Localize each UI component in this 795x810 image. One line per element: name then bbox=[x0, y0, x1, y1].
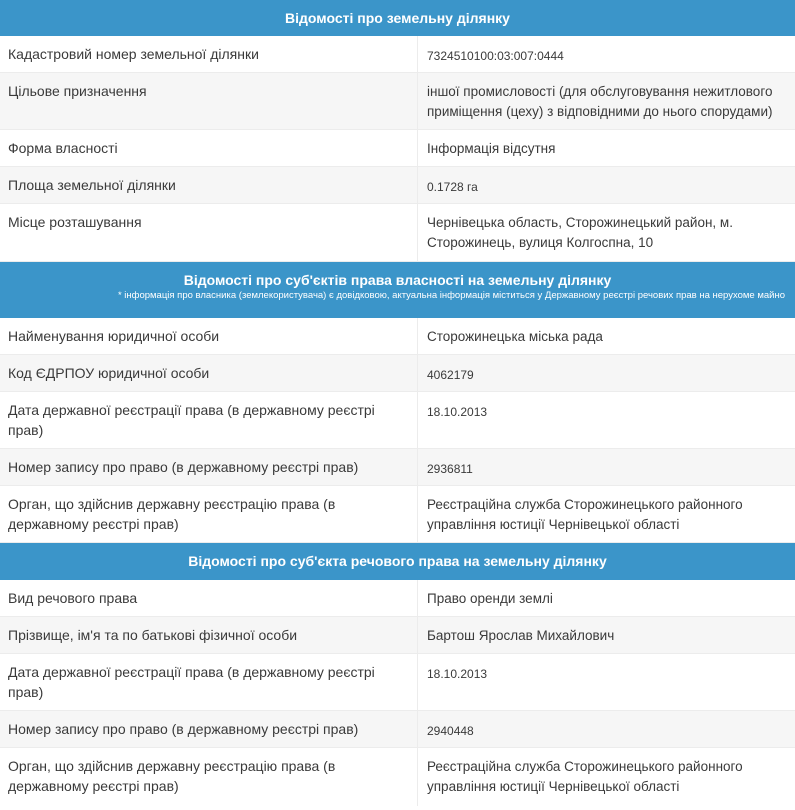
row-value: 0.1728 га bbox=[427, 180, 478, 194]
row-value: 18.10.2013 bbox=[427, 667, 488, 681]
row-label: Орган, що здійснив державну реєстрацію права (в державному реєстрі прав) bbox=[0, 748, 418, 806]
table-row bbox=[0, 204, 795, 262]
land-section-title: Відомості про земельну ділянку bbox=[285, 10, 510, 26]
row-label: Місце розташування bbox=[0, 204, 418, 261]
row-value: 18.10.2013 bbox=[427, 405, 488, 419]
table-row bbox=[0, 318, 795, 355]
table-row bbox=[0, 580, 795, 617]
row-value: 7324510100:03:007:0444 bbox=[427, 49, 564, 63]
row-label: Дата державної реєстрації права (в державному реєстрі прав) bbox=[0, 654, 418, 710]
table-row bbox=[0, 617, 795, 654]
row-value: Інформація відсутня bbox=[427, 141, 556, 156]
table-row bbox=[0, 355, 795, 392]
owner-section-header bbox=[0, 262, 795, 318]
row-label: Номер запису про право (в державному реєстрі прав) bbox=[0, 449, 418, 485]
row-label: Форма власності bbox=[0, 130, 418, 166]
row-value: Реєстраційна служба Сторожинецького районного управління юстиції Чернівецької області bbox=[427, 497, 743, 532]
row-value: 4062179 bbox=[427, 368, 474, 382]
table-row bbox=[0, 392, 795, 449]
land-section-header bbox=[0, 0, 795, 36]
table-row bbox=[0, 167, 795, 204]
table-row bbox=[0, 711, 795, 748]
table-row bbox=[0, 748, 795, 806]
row-label: Кадастровий номер земельної ділянки bbox=[0, 36, 418, 72]
table-row bbox=[0, 449, 795, 486]
table-row bbox=[0, 73, 795, 130]
table-row bbox=[0, 654, 795, 711]
row-label: Номер запису про право (в державному реєстрі прав) bbox=[0, 711, 418, 747]
row-label: Найменування юридичної особи bbox=[0, 318, 418, 354]
owner-section-note: * інформація про власника (землекористувача) є довідковою, актуальна інформація міститься у Державному реєстрі речових прав на нерухоме майно bbox=[117, 290, 785, 301]
row-label: Прізвище, ім'я та по батькові фізичної особи bbox=[0, 617, 418, 653]
row-value: Право оренди землі bbox=[427, 591, 553, 606]
tenant-section-title: Відомості про суб'єкта речового права на земельну ділянку bbox=[188, 553, 607, 569]
row-label: Цільове призначення bbox=[0, 73, 418, 129]
row-label: Вид речового права bbox=[0, 580, 418, 616]
table-row bbox=[0, 36, 795, 73]
row-label: Код ЄДРПОУ юридичної особи bbox=[0, 355, 418, 391]
table-row bbox=[0, 130, 795, 167]
row-value: Чернівецька область, Сторожинецький район, м. Сторожинець, вулиця Колгоспна, 10 bbox=[427, 215, 733, 250]
row-value: Реєстраційна служба Сторожинецького районного управління юстиції Чернівецької області bbox=[427, 759, 743, 794]
row-value: 2936811 bbox=[427, 462, 473, 476]
tenant-section-header bbox=[0, 543, 795, 580]
row-label: Дата державної реєстрації права (в державному реєстрі прав) bbox=[0, 392, 418, 448]
row-label: Орган, що здійснив державну реєстрацію права (в державному реєстрі прав) bbox=[0, 486, 418, 542]
row-value: Бартош Ярослав Михайлович bbox=[427, 628, 615, 643]
row-label: Площа земельної ділянки bbox=[0, 167, 418, 203]
row-value: Сторожинецька міська рада bbox=[427, 329, 603, 344]
table-row bbox=[0, 486, 795, 543]
row-value: іншої промисловості (для обслуговування нежитлового приміщення (цеху) з відповідними до нього спорудами) bbox=[427, 84, 773, 119]
owner-section-title: Відомості про суб'єктів права власності на земельну ділянку bbox=[183, 272, 612, 288]
row-value: 2940448 bbox=[427, 724, 474, 738]
